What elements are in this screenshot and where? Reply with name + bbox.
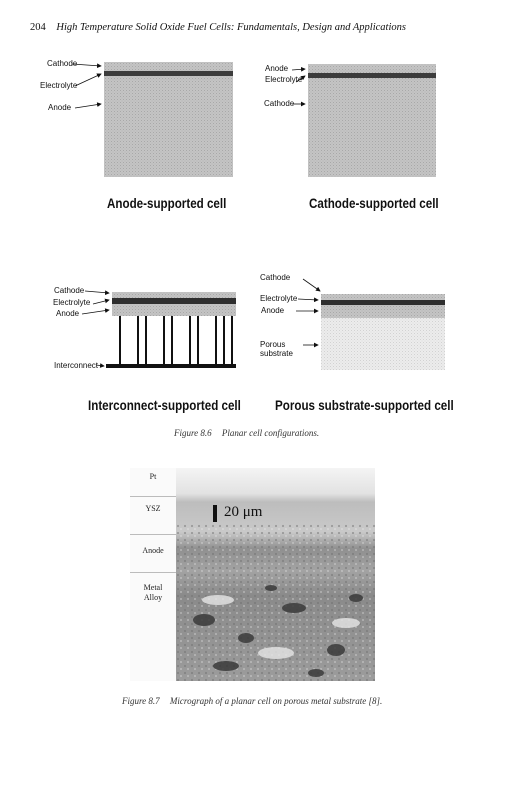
label-electrolyte: Electrolyte (53, 298, 91, 307)
label-anode: Anode (56, 309, 80, 318)
interconnect-base (106, 364, 236, 368)
scale-bar (213, 505, 217, 522)
label-electrolyte: Electrolyte (40, 81, 78, 90)
cathode-supported-cathode-layer (308, 78, 436, 177)
figure-8-6-caption (174, 428, 319, 438)
layer-label-anode: Anode (142, 546, 164, 555)
porous-substrate-electrolyte-layer (321, 300, 445, 305)
label-cathode: Cathode (54, 286, 85, 295)
label-porous-substrate (260, 340, 293, 358)
cathode-supported-title: Cathode-supported cell (309, 196, 439, 211)
figure-number: Figure 8.7 (122, 696, 160, 706)
interconnect-supported-cathode-layer (112, 292, 236, 298)
cathode-supported-anode-layer (308, 64, 436, 73)
anode-supported-cathode-layer (104, 62, 233, 71)
micrograph-image (176, 468, 375, 681)
label-interconnect: Interconnect (54, 361, 99, 370)
caption-text: Micrograph of a planar cell on porous metal substrate [8]. (169, 696, 383, 706)
anode-supported-electrolyte-layer (104, 71, 233, 76)
layer-label-ysz: YSZ (145, 504, 161, 513)
label-anode: Anode (265, 64, 289, 73)
caption-text: Planar cell configurations. (221, 428, 320, 438)
figure-8-7-caption (122, 696, 382, 706)
scale-bar-label: 20 μm (224, 504, 263, 520)
label-anode: Anode (261, 306, 285, 315)
page-number: 204 (30, 22, 46, 33)
anode-supported-title: Anode-supported cell (107, 196, 227, 211)
label-cathode: Cathode (264, 99, 295, 108)
label-electrolyte: Electrolyte (260, 294, 298, 303)
interconnect-supported-title: Interconnect-supported cell (88, 398, 241, 413)
label-porous-line-1: Porous (260, 340, 286, 349)
layer-label-pt: Pt (149, 472, 157, 481)
layer-label-metal-alloy: Metal Alloy (143, 583, 163, 602)
interconnect-ribs (120, 316, 232, 364)
anode-supported-anode-layer (104, 76, 233, 177)
label-anode: Anode (48, 103, 72, 112)
porous-substrate-supported-diagram (296, 279, 445, 370)
label-cathode: Cathode (47, 59, 78, 68)
label-electrolyte: Electrolyte (265, 75, 303, 84)
porous-substrate-anode-layer (321, 305, 445, 318)
interconnect-supported-electrolyte-layer (112, 298, 236, 304)
figure-8-7-micrograph (130, 468, 375, 681)
layer-label-column (130, 468, 177, 681)
cathode-supported-electrolyte-layer (308, 73, 436, 78)
porous-substrate-layer (321, 318, 445, 370)
interconnect-supported-anode-layer (112, 304, 236, 316)
running-title: High Temperature Solid Oxide Fuel Cells: Fundamentals, Design and Applications (56, 22, 406, 33)
interconnect-supported-diagram (82, 291, 236, 368)
porous-substrate-supported-title: Porous substrate-supported cell (275, 398, 454, 413)
label-cathode: Cathode (260, 273, 291, 282)
figure-number: Figure 8.6 (174, 428, 212, 438)
anode-supported-diagram (72, 62, 233, 177)
label-porous-line-2: substrate (260, 349, 293, 358)
porous-substrate-cathode-layer (321, 294, 445, 300)
cathode-supported-diagram (292, 64, 436, 177)
